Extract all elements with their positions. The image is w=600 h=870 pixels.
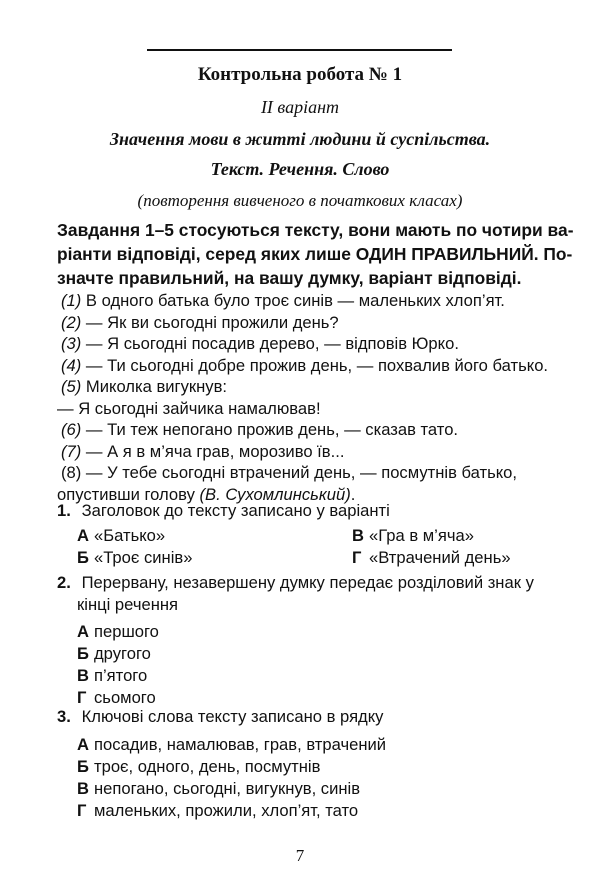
answer-options [57, 525, 577, 569]
option-letter: Г [77, 801, 87, 820]
text-sentence [57, 333, 577, 355]
option-v[interactable] [77, 778, 577, 800]
option-text: троє, одного, день, посмутнів [94, 757, 321, 776]
option-text: непогано, сьогодні, вигукнув, синів [94, 779, 361, 798]
option-a[interactable] [77, 525, 352, 547]
option-text: другого [94, 644, 151, 663]
option-text: посадив, намалював, грав, втрачений [94, 735, 387, 754]
option-text: «Троє синів» [94, 548, 193, 567]
sentence-end: . [350, 484, 356, 504]
answer-options [57, 621, 577, 709]
sentence-number: (7) [61, 441, 82, 461]
option-letter: Б [77, 757, 89, 776]
text-sentence [57, 462, 577, 484]
question-3 [57, 706, 577, 822]
variant-label: II варіант [260, 97, 340, 117]
sentence-text: — А я в м’яча грав, морозиво їв... [85, 441, 345, 461]
option-b[interactable] [77, 547, 352, 569]
question-number: 1. [57, 501, 71, 520]
option-letter: Б [77, 644, 89, 663]
question-number: 2. [57, 573, 71, 592]
option-g[interactable] [352, 547, 597, 569]
topic-subheading: Текст. Речення. Слово [210, 159, 390, 179]
sentence-text: — Я сьогодні посадив дерево, — відповів Юрко. [85, 334, 459, 353]
text-sentence [57, 376, 577, 398]
text-sentence [57, 290, 577, 312]
sentence-number: (6) [61, 420, 82, 439]
option-g[interactable] [77, 800, 577, 822]
sentence-number: (2) [61, 312, 82, 332]
option-b[interactable] [77, 756, 577, 778]
option-text: «Втрачений день» [369, 548, 511, 567]
option-letter: В [77, 666, 89, 685]
top-divider [147, 49, 452, 51]
instruction-line: Завдання 1–5 стосуються тексту, вони мають по чотири ва- [57, 220, 574, 240]
option-v[interactable] [352, 525, 597, 547]
instruction-line: ріанти відповіді, серед яких лише ОДИН ПРАВИЛЬНИЙ. По- [57, 244, 573, 264]
text-sentence [57, 312, 577, 334]
question-text: Ключові слова тексту записано в рядку [81, 707, 384, 726]
option-text: маленьких, прожили, хлоп’ят, тато [94, 801, 359, 820]
sentence-text: Миколка вигукнув: [85, 377, 228, 396]
question-prompt [57, 706, 577, 728]
option-letter: А [77, 735, 89, 754]
question-text: Перервану, незавершену думку передає розділовий знак у [81, 573, 534, 592]
option-b[interactable] [77, 643, 577, 665]
sentence-number: (5) [61, 377, 82, 396]
reading-text [57, 290, 577, 505]
question-number: 3. [57, 707, 71, 726]
sentence-text: — Як ви сьогодні прожили день? [85, 312, 339, 332]
option-a[interactable] [77, 621, 577, 643]
sentence-text: — У тебе сьогодні втрачений день, — посмутнів батько, [85, 463, 518, 482]
option-letter: В [352, 526, 364, 545]
text-sentence [57, 355, 577, 377]
option-letter: В [77, 779, 89, 798]
text-sentence [57, 441, 577, 463]
instructions [57, 218, 574, 290]
sentence-number: (1) [61, 291, 82, 310]
sentence-number: (3) [61, 334, 82, 353]
question-prompt [57, 572, 577, 594]
text-sentence [57, 398, 577, 420]
page-number: 7 [295, 846, 305, 865]
option-letter: Г [352, 548, 362, 567]
sentence-text: опустивши голову [57, 484, 195, 504]
option-letter: Б [77, 548, 89, 567]
topic-note: (повторення вивченого в початкових класах) [137, 191, 463, 210]
option-letter: Г [77, 688, 87, 707]
topic-heading: Значення мови в житті людини й суспільства. [109, 129, 491, 149]
question-text: Заголовок до тексту записано у варіанті [81, 501, 390, 520]
question-1 [57, 500, 577, 569]
option-letter: А [77, 622, 89, 641]
option-v[interactable] [77, 665, 577, 687]
option-text: сьомого [94, 688, 156, 707]
text-sentence [57, 419, 577, 441]
option-letter: А [77, 526, 89, 545]
instruction-line: значте правильний, на вашу думку, варіант відповіді. [57, 268, 522, 288]
sentence-text: — Я сьогодні зайчика намалював! [57, 398, 321, 418]
sentence-text: — Ти теж непогано прожив день, — сказав тато. [85, 420, 459, 439]
sentence-text: В одного батька було троє синів — маленьких хлоп’ят. [85, 291, 505, 310]
option-text: «Батько» [94, 526, 166, 545]
page-title: Контрольна робота № 1 [197, 64, 403, 85]
option-text: п’ятого [94, 666, 148, 685]
question-2 [57, 572, 577, 709]
sentence-text: — Ти сьогодні добре прожив день, — похвалив його батько. [85, 355, 549, 375]
answer-options [57, 734, 577, 822]
option-a[interactable] [77, 734, 577, 756]
author-credit: (В. Сухомлинський) [199, 484, 351, 504]
option-text: першого [94, 622, 159, 641]
question-prompt [57, 500, 577, 522]
option-text: «Гра в м’яча» [369, 526, 474, 545]
sentence-number: (4) [61, 355, 82, 375]
sentence-number: (8) [61, 463, 82, 482]
question-text-continued: кінці речення [77, 595, 179, 614]
